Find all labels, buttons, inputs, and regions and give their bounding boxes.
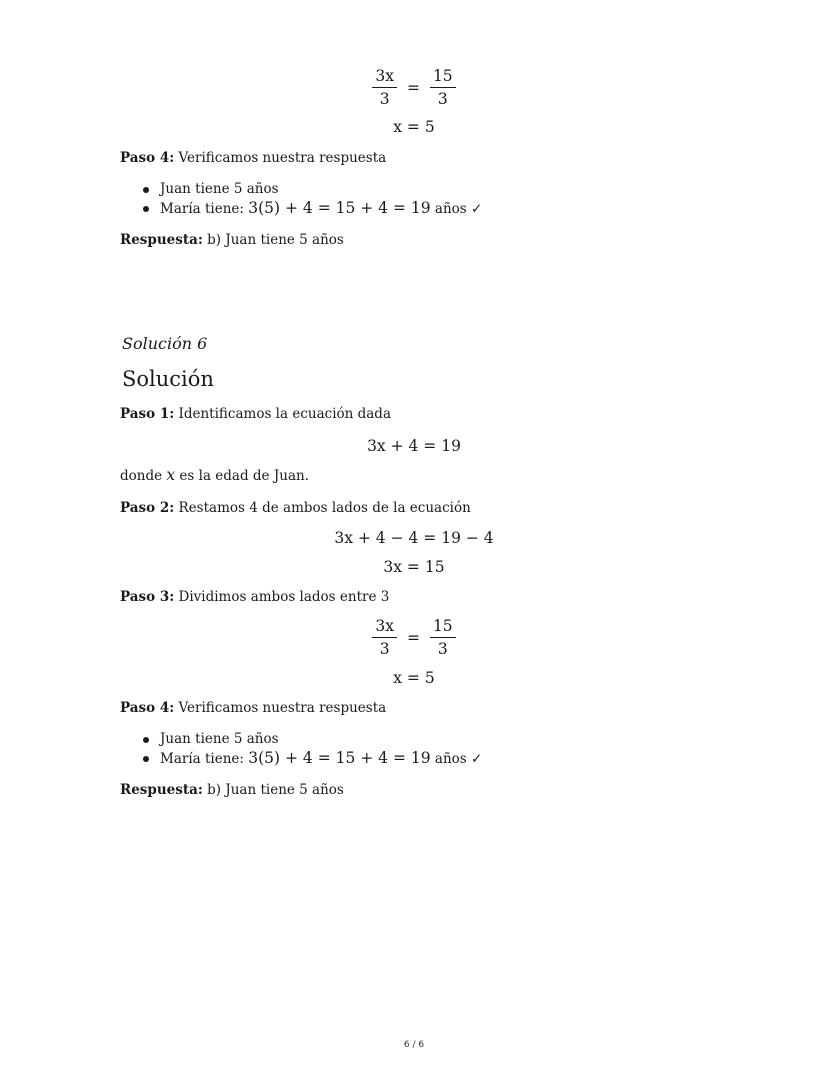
list-item-text: María tiene: <box>160 201 249 217</box>
fraction-equation <box>0 617 828 658</box>
step-1-paragraph <box>120 405 391 423</box>
list-item-suffix: años ✓ <box>430 201 483 217</box>
answer-paragraph <box>120 231 344 249</box>
step-3-paragraph <box>120 588 389 606</box>
result-equation: x = 5 <box>393 669 435 687</box>
note-text: donde <box>120 468 167 484</box>
answer-label: Respuesta: <box>120 782 203 798</box>
bullet-icon <box>143 187 149 193</box>
verification-list <box>120 730 482 769</box>
step-label: Paso 4: <box>120 700 175 716</box>
verification-list <box>120 180 482 219</box>
list-item-text: María tiene: <box>160 751 249 767</box>
fraction-numerator: 3x <box>372 67 397 88</box>
answer-label: Respuesta: <box>120 232 203 248</box>
fraction-numerator: 3x <box>372 617 397 638</box>
list-item-text: Juan tiene 5 años <box>160 181 279 197</box>
list-item <box>120 180 482 199</box>
equation: 3x = 15 <box>383 558 445 576</box>
note-text: es la edad de Juan. <box>175 468 309 484</box>
inline-math: 3(5) + 4 = 15 + 4 = 19 <box>248 199 431 217</box>
bullet-icon <box>143 756 149 762</box>
step-label: Paso 1: <box>120 406 175 422</box>
step-4-paragraph <box>120 699 386 717</box>
note-paragraph <box>120 466 309 485</box>
list-item <box>120 199 482 219</box>
step-text: Restamos 4 de ambos lados de la ecuación <box>178 500 471 516</box>
fraction-denominator: 3 <box>437 90 448 108</box>
answer-text: b) Juan tiene 5 años <box>207 782 344 798</box>
answer-paragraph <box>120 781 344 799</box>
answer-text: b) Juan tiene 5 años <box>207 232 344 248</box>
step-text: Dividimos ambos lados entre 3 <box>178 589 390 605</box>
fraction-denominator: 3 <box>379 640 390 658</box>
equation: 3x + 4 − 4 = 19 − 4 <box>334 529 494 547</box>
step-text: Identificamos la ecuación dada <box>178 406 392 422</box>
equals-sign: = <box>406 628 420 647</box>
step-text: Verificamos nuestra respuesta <box>178 700 387 716</box>
solution-label: Solución 6 <box>122 334 208 353</box>
list-item-text: Juan tiene 5 años <box>160 731 279 747</box>
fraction-left <box>372 67 397 108</box>
step-2-paragraph <box>120 499 471 517</box>
fraction-right <box>430 617 456 658</box>
fraction-denominator: 3 <box>379 90 390 108</box>
fraction-numerator: 15 <box>430 67 456 88</box>
variable: x <box>166 466 176 484</box>
fraction-denominator: 3 <box>437 640 448 658</box>
list-item-suffix: años ✓ <box>430 751 483 767</box>
list-item <box>120 730 482 749</box>
bullet-icon <box>143 206 149 212</box>
fraction-equation <box>0 67 828 108</box>
bullet-icon <box>143 737 149 743</box>
step-4-paragraph <box>120 149 386 167</box>
section-heading: Solución <box>122 367 214 391</box>
fraction-numerator: 15 <box>430 617 456 638</box>
result-equation: x = 5 <box>393 118 435 136</box>
equals-sign: = <box>406 78 420 97</box>
fraction-right <box>430 67 456 108</box>
step-label: Paso 4: <box>120 150 175 166</box>
step-label: Paso 2: <box>120 500 175 516</box>
inline-math: 3(5) + 4 = 15 + 4 = 19 <box>248 749 431 767</box>
fraction-left <box>372 617 397 658</box>
equation: 3x + 4 = 19 <box>367 437 461 455</box>
step-text: Verificamos nuestra respuesta <box>178 150 387 166</box>
step-label: Paso 3: <box>120 589 175 605</box>
page-number: 6 / 6 <box>403 1040 425 1050</box>
list-item <box>120 749 482 769</box>
